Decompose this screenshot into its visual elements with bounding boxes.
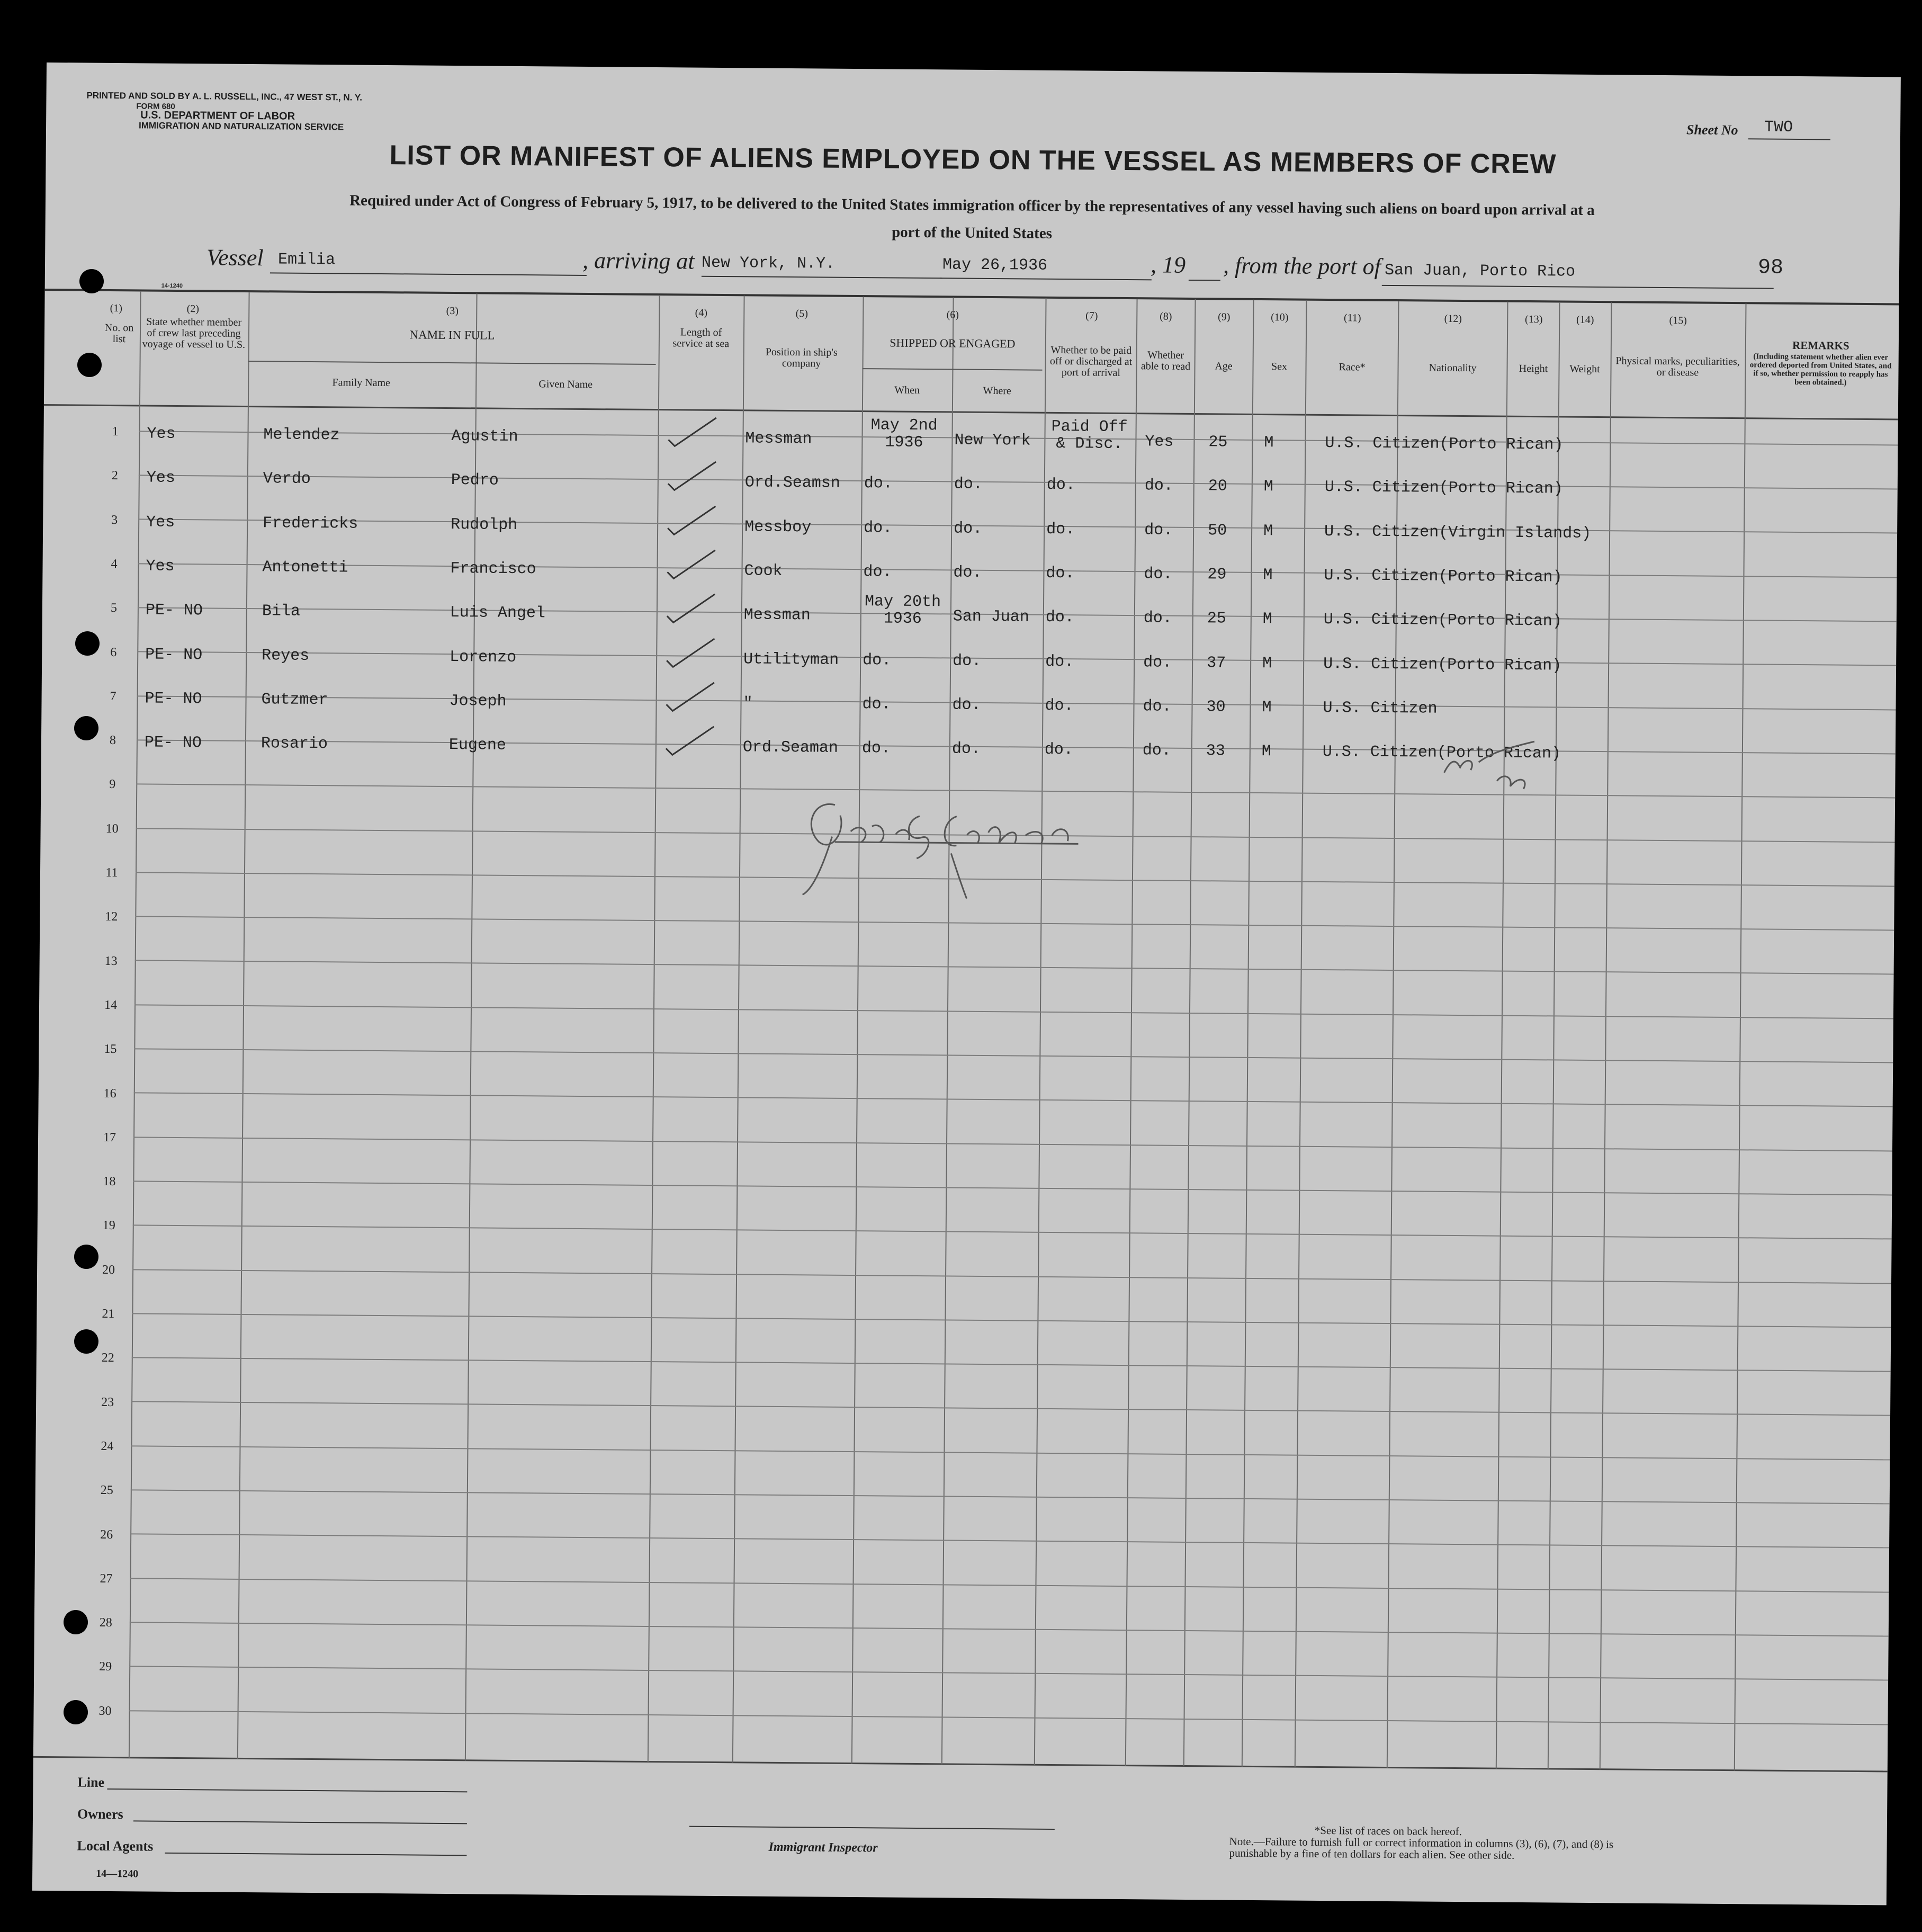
header-no-on-list: No. on list [104, 321, 134, 345]
cell-family-name: Melendez [263, 426, 340, 445]
cell-sex: M [1264, 434, 1274, 452]
sheet-no-underline [1748, 138, 1830, 140]
check-mark-icon [661, 722, 720, 759]
header-sex: Sex [1271, 361, 1288, 373]
cell-able-to-read: Yes [1145, 433, 1174, 451]
row-number: 19 [102, 1218, 115, 1233]
cell-sex: M [1263, 522, 1273, 541]
column-divider [1034, 298, 1047, 1765]
punch-hole [64, 1610, 88, 1634]
row-rule [134, 1092, 1893, 1107]
row-number: 9 [109, 777, 116, 792]
cell-able-to-read: do. [1144, 521, 1173, 540]
row-number: 14 [104, 998, 118, 1013]
row-rule [131, 1445, 1890, 1460]
punch-hole [64, 1700, 88, 1724]
punch-hole [79, 269, 104, 293]
row-rule [138, 518, 1897, 533]
arriving-at-value: New York, N.Y. [701, 254, 836, 273]
footer-inspector-label: Immigrant Inspector [768, 1840, 878, 1855]
row-rule [138, 563, 1897, 578]
colnum-6: (6) [946, 309, 959, 321]
footer-failure-note: Note.—Failure to furnish full or correct information in columns (3), (6), (7), and (8) is punishable by a fine of ten dollars for each alien. See other side. [1229, 1835, 1614, 1862]
cell-given-name: Francisco [450, 560, 536, 579]
cell-paid-off: do. [1046, 520, 1075, 539]
header-nationality: Nationality [1429, 362, 1477, 374]
row-number: 10 [105, 821, 119, 836]
cell-sex: M [1262, 610, 1272, 629]
cell-position: Ord.Seaman [742, 738, 839, 757]
colnum-7: (7) [1085, 310, 1098, 322]
row-rule [135, 916, 1894, 931]
colnum-3: (3) [446, 305, 459, 317]
cell-position: Messman [745, 430, 812, 449]
cell-position: Cook [744, 562, 783, 580]
cell-able-to-read: do. [1144, 477, 1173, 495]
cell-sex: M [1263, 566, 1273, 585]
colnum-12: (12) [1444, 312, 1462, 325]
row-number: 25 [100, 1483, 113, 1498]
sheet-no-value: TWO [1764, 118, 1793, 137]
date-underline [940, 278, 1152, 280]
cell-sex: M [1263, 478, 1273, 496]
table-bottom-border [33, 1756, 1888, 1773]
header-member-last-voyage: State whether member of crew last preceding voyage of vessel to U.S. [142, 316, 246, 351]
row-rule [130, 1578, 1889, 1593]
cell-shipped-where: do. [953, 564, 982, 582]
check-mark-icon [662, 502, 721, 539]
column-divider [1183, 299, 1196, 1766]
row-rule [137, 651, 1896, 666]
service-name: IMMIGRATION AND NATURALIZATION SERVICE [138, 120, 344, 132]
row-number: 20 [102, 1263, 115, 1277]
row-rule [130, 1622, 1889, 1636]
owners-underline [133, 1820, 467, 1824]
manifest-sheet [32, 62, 1901, 1905]
cell-previous-voyage: PE- NO [145, 690, 202, 709]
form-title: LIST OR MANIFEST OF ALIENS EMPLOYED ON THE VESSEL AS MEMBERS OF CREW [389, 140, 1557, 180]
cell-paid-off: do. [1045, 608, 1074, 627]
cell-race-nationality: U.S. Citizen(Porto Rican) [1324, 566, 1562, 587]
footer-line-label: Line [77, 1774, 105, 1790]
cell-previous-voyage: PE- NO [145, 601, 203, 620]
cell-age: 33 [1206, 742, 1226, 761]
row-number: 3 [111, 513, 118, 527]
cell-able-to-read: do. [1143, 654, 1172, 672]
header-shipped-or-engaged: SHIPPED OR ENGAGED [890, 336, 1016, 351]
cell-shipped-when: do. [861, 739, 891, 758]
column-divider [465, 293, 478, 1760]
header-age: Age [1215, 360, 1233, 372]
name-header-divider [248, 361, 656, 365]
check-mark-icon [662, 589, 721, 627]
footer-races-note: *See list of races on back hereof. [1314, 1823, 1462, 1838]
cell-previous-voyage: PE- NO [144, 734, 202, 753]
row-number: 30 [98, 1704, 112, 1719]
row-number: 8 [109, 733, 116, 748]
cell-given-name: Pedro [451, 471, 499, 490]
cell-position: Utilityman [743, 650, 839, 669]
cell-previous-voyage: Yes [146, 513, 175, 532]
form-number: FORM 680 [136, 102, 175, 111]
row-number: 26 [100, 1527, 113, 1542]
colnum-9: (9) [1218, 311, 1231, 323]
punch-hole [74, 1245, 98, 1269]
punch-hole [77, 353, 102, 377]
cell-race-nationality: U.S. Citizen(Porto Rican) [1325, 434, 1564, 454]
cell-family-name: Fredericks [263, 514, 358, 533]
row-number: 1 [112, 424, 119, 439]
row-rule [131, 1401, 1890, 1416]
header-remarks: REMARKS [1792, 338, 1849, 352]
cell-age: 30 [1206, 698, 1226, 717]
row-rule [132, 1357, 1891, 1372]
colnum-11: (11) [1343, 312, 1361, 324]
small-code: 14-1240 [161, 282, 183, 290]
footer-form-code: 14—1240 [96, 1867, 139, 1880]
header-physical-marks: Physical marks, peculiarities, or disease [1615, 355, 1740, 379]
from-port-label: , from the port of [1223, 252, 1381, 280]
cell-shipped-where: New York [954, 431, 1031, 450]
header-position: Position in ship's company [765, 346, 838, 370]
cell-shipped-when: May 2nd 1936 [870, 416, 938, 452]
cell-race-nationality: U.S. Citizen(Porto Rican) [1324, 478, 1563, 498]
row-rule [134, 1048, 1893, 1063]
column-divider [732, 296, 745, 1763]
footer-owners-label: Owners [77, 1806, 123, 1822]
row-rule [131, 1489, 1890, 1504]
cell-previous-voyage: PE- NO [145, 646, 203, 665]
header-given-name: Given Name [538, 378, 593, 391]
cell-race-nationality: U.S. Citizen(Porto Rican) [1323, 655, 1562, 675]
cell-sex: M [1262, 655, 1272, 673]
cell-race-nationality: U.S. Citizen(Porto Rican) [1323, 610, 1562, 631]
header-where: Where [983, 384, 1011, 397]
header-remarks-note: (Including statement whether alien ever ordered deported from United States, and if so, whether permission to reapply has been obtained.) [1749, 352, 1892, 387]
cell-given-name: Eugene [448, 736, 507, 755]
cell-family-name: Antonetti [262, 558, 348, 577]
cell-paid-off: do. [1045, 696, 1074, 715]
arriving-underline [702, 276, 942, 279]
cell-shipped-where: do. [951, 740, 981, 758]
row-number: 16 [103, 1086, 116, 1101]
form-subtitle-line1: Required under Act of Congress of February 5, 1917, to be delivered to the United States immigration officer by the representatives of any vessel having such aliens on board upon arrival at a [349, 192, 1595, 219]
check-mark-icon [663, 413, 722, 451]
row-rule [129, 1710, 1888, 1725]
row-rule [133, 1180, 1892, 1195]
cell-given-name: Agustin [451, 427, 518, 446]
punch-hole [74, 1329, 98, 1354]
column-divider [1548, 302, 1560, 1769]
cell-family-name: Rosario [261, 735, 328, 754]
row-number: 28 [99, 1615, 112, 1630]
row-rule [132, 1269, 1891, 1284]
vessel-name: Emilia [277, 251, 336, 270]
cell-shipped-where: San Juan [953, 607, 1029, 627]
cell-able-to-read: do. [1142, 741, 1172, 760]
column-divider [941, 297, 954, 1764]
cell-age: 20 [1208, 477, 1227, 496]
column-divider [1387, 301, 1399, 1768]
cell-age: 25 [1208, 433, 1228, 452]
cell-given-name: Joseph [449, 692, 507, 711]
row-rule [137, 739, 1896, 754]
cell-paid-off: do. [1045, 652, 1074, 672]
punch-hole [74, 716, 98, 740]
row-number: 2 [111, 468, 118, 483]
cell-paid-off: Paid Off & Disc. [1051, 417, 1128, 453]
printer-line: PRINTED AND SOLD BY A. L. RUSSELL, INC., 47 WEST ST., N. Y. [86, 90, 363, 103]
header-when: When [894, 384, 920, 396]
row-number: 21 [102, 1307, 115, 1321]
row-rule [135, 960, 1894, 974]
cell-position: " [743, 694, 753, 713]
vessel-label: Vessel [206, 244, 264, 271]
cell-able-to-read: do. [1143, 697, 1172, 716]
inspector-underline [689, 1826, 1055, 1830]
cell-race-nationality: U.S. Citizen(Virgin Islands) [1324, 522, 1592, 543]
cell-family-name: Reyes [262, 647, 310, 665]
colnum-14: (14) [1576, 314, 1594, 326]
cell-previous-voyage: Yes [147, 425, 176, 443]
row-number: 24 [101, 1439, 114, 1454]
cell-shipped-when: do. [863, 651, 892, 670]
header-able-to-read: Whether able to read [1140, 349, 1191, 372]
header-length-of-service: Length of service at sea [672, 326, 730, 350]
table-top-border [45, 289, 1899, 306]
row-number: 7 [110, 689, 116, 704]
row-number: 15 [104, 1042, 117, 1057]
header-weight: Weight [1569, 363, 1600, 375]
colnum-10: (10) [1271, 311, 1289, 324]
cell-previous-voyage: Yes [146, 469, 175, 487]
header-height: Height [1519, 362, 1548, 375]
row-rule [129, 1666, 1888, 1680]
line-underline [107, 1788, 467, 1792]
cell-sex: M [1262, 699, 1272, 717]
form-subtitle-line2: port of the United States [891, 223, 1053, 242]
row-number: 17 [103, 1130, 116, 1145]
arriving-label: , arriving at [582, 247, 695, 274]
cell-shipped-when: do. [864, 475, 893, 493]
colnum-5: (5) [795, 308, 809, 320]
cell-shipped-where: do. [954, 520, 983, 538]
row-number: 23 [101, 1395, 114, 1410]
vessel-underline [270, 272, 587, 276]
column-divider [1295, 300, 1307, 1767]
from-port-underline [1382, 285, 1774, 289]
cell-given-name: Luis Angel [450, 604, 546, 623]
year-label: , 19 [1150, 252, 1186, 278]
colnum-4: (4) [695, 307, 708, 319]
check-mark-icon [662, 545, 721, 583]
cell-age: 37 [1207, 654, 1226, 673]
cell-family-name: Gutzmer [261, 691, 328, 710]
row-rule [137, 694, 1896, 713]
column-divider [1734, 303, 1747, 1770]
cell-race-nationality: U.S. Citizen [1323, 699, 1438, 718]
cell-given-name: Lorenzo [450, 648, 517, 667]
sheet-no-label: Sheet No [1686, 122, 1738, 138]
row-rule [133, 1224, 1892, 1239]
column-divider [1496, 302, 1508, 1769]
row-number: 5 [110, 601, 118, 615]
row-rule [130, 1533, 1889, 1548]
cell-given-name: Rudolph [451, 516, 518, 535]
cell-previous-voyage: Yes [146, 557, 175, 576]
row-rule [132, 1313, 1891, 1328]
row-number: 22 [101, 1350, 114, 1365]
column-divider [129, 291, 141, 1758]
row-number: 6 [110, 645, 117, 660]
from-port-value: San Juan, Porto Rico [1384, 261, 1576, 281]
year-underline [1189, 280, 1220, 281]
cell-shipped-when: May 20th 1936 [864, 593, 941, 629]
cell-able-to-read: do. [1143, 609, 1172, 628]
cell-paid-off: do. [1046, 476, 1075, 495]
column-divider [851, 297, 864, 1764]
cell-shipped-when: do. [864, 519, 893, 538]
column-divider [1125, 299, 1138, 1766]
local-agents-underline [165, 1853, 466, 1856]
inspector-signature [782, 783, 1111, 908]
cell-shipped-where: do. [954, 475, 983, 494]
column-divider [648, 295, 660, 1762]
cell-shipped-when: do. [863, 563, 892, 582]
colnum-8: (8) [1160, 310, 1172, 323]
cell-position: Ord.Seamsn [744, 473, 840, 493]
row-rule [134, 1004, 1893, 1019]
handwritten-annotation [1439, 730, 1556, 800]
cell-position: Messman [743, 606, 811, 625]
cell-sex: M [1261, 743, 1272, 761]
cell-family-name: Verdo [263, 470, 311, 488]
row-number: 11 [105, 865, 118, 880]
row-rule [139, 475, 1898, 489]
colnum-2: (2) [186, 303, 200, 315]
colnum-1: (1) [110, 302, 123, 315]
row-number: 12 [105, 909, 118, 924]
row-rule [133, 1137, 1892, 1151]
colnum-15: (15) [1669, 315, 1687, 327]
cell-age: 25 [1207, 610, 1226, 628]
check-mark-icon [661, 678, 720, 715]
header-paid-off: Whether to be paid off or discharged at port of arrival [1049, 344, 1133, 379]
cell-family-name: Bila [262, 602, 301, 621]
punch-hole [75, 631, 100, 656]
footer-local-agents-label: Local Agents [77, 1838, 154, 1854]
cell-able-to-read: do. [1144, 565, 1173, 584]
page-number: 98 [1757, 256, 1784, 280]
header-bottom-border [44, 404, 1898, 421]
check-mark-icon [661, 634, 720, 672]
cell-age: 29 [1207, 566, 1227, 584]
cell-age: 50 [1207, 522, 1227, 540]
column-divider [1242, 300, 1254, 1767]
row-number: 27 [100, 1571, 113, 1586]
row-number: 4 [111, 557, 118, 571]
cell-shipped-where: do. [952, 696, 981, 714]
header-family-name: Family Name [332, 377, 391, 389]
arrival-date: May 26,1936 [942, 256, 1048, 275]
cell-position: Messboy [744, 518, 812, 537]
row-number: 18 [103, 1174, 116, 1189]
row-number: 13 [104, 954, 118, 969]
header-race: Race* [1339, 361, 1366, 373]
check-mark-icon [663, 457, 722, 495]
column-divider [1600, 302, 1612, 1769]
department-name: U.S. DEPARTMENT OF LABOR [140, 109, 295, 122]
cell-shipped-when: do. [862, 695, 891, 714]
column-divider [237, 292, 250, 1759]
row-number: 29 [99, 1659, 112, 1674]
cell-paid-off: do. [1046, 564, 1075, 583]
cell-paid-off: do. [1044, 740, 1074, 759]
cell-race-nationality: U.S. Citizen(Porto Rican) [1322, 743, 1561, 763]
cell-shipped-where: do. [953, 652, 982, 670]
header-name-in-full: NAME IN FULL [409, 328, 495, 342]
colnum-13: (13) [1525, 313, 1543, 326]
